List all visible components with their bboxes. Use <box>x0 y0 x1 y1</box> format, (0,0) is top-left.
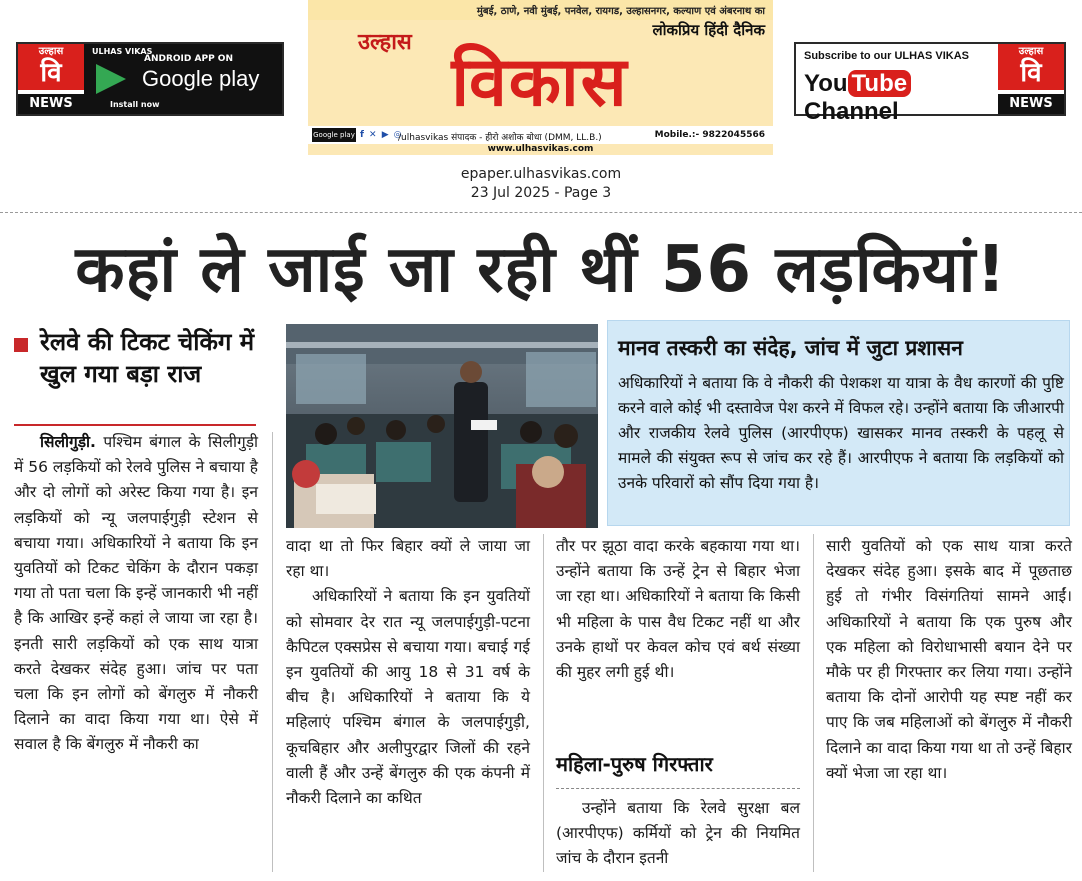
android-app-ad[interactable] <box>16 42 284 116</box>
article-column-2 <box>286 534 530 811</box>
install-now-text: Install now <box>110 100 160 109</box>
page-divider <box>0 212 1082 213</box>
ulhas-vikas-logo-tile <box>18 44 84 114</box>
article-column-3: तौर पर झूठा वादा करके बहकाया गया था। उन्होंने बताया कि उन्हें ट्रेन से बिहार भेजा जा रहा था। अधिकारियों ने बताया कि किसी भी महिला के पास वैध टिकट नहीं था और उनके हाथों पर केवल कोच एवं बर्थ संख्या की मुहर लगी हुई थी। <box>556 537 800 682</box>
youtube-channel-text <box>804 70 998 126</box>
sidebar-box <box>607 320 1070 526</box>
train-coach-photo <box>286 324 598 528</box>
logo-news-label: NEWS <box>18 94 84 114</box>
ulhas-vikas-logo-tile-right <box>998 44 1064 114</box>
mobile-number: Mobile.:- 9822045566 <box>654 130 765 140</box>
you-text: You <box>804 70 848 97</box>
social-icons[interactable]: f ✕ ▶ ◎ <box>360 130 403 140</box>
bullet-square-icon <box>14 338 28 352</box>
logo-news-label: NEWS <box>998 94 1064 114</box>
channel-text: Channel <box>804 98 899 125</box>
column-3-text-2: उन्होंने बताया कि रेलवे सुरक्षा बल (आरपीएफ) कर्मियों को ट्रेन की नियमित जांच के दौरान इतनी <box>556 799 800 868</box>
youtube-icon: Tube <box>848 70 912 97</box>
google-play-text: Google play <box>142 66 260 91</box>
masthead-small-title: उल्हास <box>358 30 412 55</box>
subhead-rule <box>14 424 256 426</box>
dateline: सिलीगुड़ी. <box>40 433 96 451</box>
column-1-text: पश्चिम बंगाल के सिलीगुड़ी में 56 लड़कियों को रेलवे पुलिस ने बचाया है और दो लोगों को अरेस्ट किया गया है। इन लड़कियों को न्यू जलपाईगुड़ी स्टेशन से बचाया गया। अधिकारियों ने बताया कि इन युवतियों को टिकट चेकिंग के दौरान पकड़ा गया तो पता चला कि इन्हें जानकारी भी नहीं है कि आखिर इन्हें कहां ले जाया जा रहा है। इनती सारी लड़कियों को एक साथ यात्रा करते देखकर संदेह हुआ। जांच पर पता चला कि इन लोगों को बेंगलुरु में नौकरी दिलाने का वादा किया गया था। ऐसे में सवाल है कि बेंगलुरु में नौकरी का <box>14 433 258 754</box>
newspaper-masthead <box>308 0 773 155</box>
ad-brand-text: ULHAS VIKAS <box>92 47 153 56</box>
column-divider <box>272 432 273 872</box>
android-app-text: ANDROID APP ON <box>144 54 233 64</box>
logo-small-text: उल्हास <box>1018 46 1044 57</box>
logo-big-letter: वि <box>1020 58 1042 88</box>
column-2-paragraph-2 <box>286 584 530 811</box>
column-divider <box>813 534 814 872</box>
box-body: अधिकारियों ने बताया कि वे नौकरी की पेशकश या यात्रा के वैध कारणों की पुष्टि करने वाले कोई भी दस्तावेज पेश करने में विफल रहे। उन्होंने बताया कि जीआरपी और राजकीय रेलवे पुलिस (आरपीएफ) खासकर मानव तस्करी के पहलू से मामले की संयुक्त रूप से जांच कर रहे हैं। आरपीएफ ने बताया कि लड़कियों को उनके परिवारों को सौंप दिया गया है। <box>618 374 1064 492</box>
coverage-cities: मुंबई, ठाणे, नवी मुंबई, पनवेल, रायगड, उल्हासनगर, कल्याण एवं अंबरनाथ का <box>476 6 765 17</box>
column-2-paragraph-1: वादा था तो फिर बिहार क्यों ले जाया जा रहा था। <box>286 537 530 581</box>
article-column-1 <box>14 430 258 758</box>
logo-big-letter: वि <box>40 58 62 88</box>
google-play-badge[interactable] <box>84 44 282 114</box>
subhead-text: रेलवे की टिकट चेकिंग में खुल गया बड़ा राज <box>40 328 255 388</box>
article-column-3-continued <box>556 796 800 872</box>
epaper-url[interactable]: epaper.ulhasvikas.com <box>460 166 622 182</box>
article-photo <box>286 324 598 528</box>
masthead-info-strip <box>308 126 773 144</box>
google-play-icon <box>96 64 126 94</box>
website-url[interactable]: www.ulhasvikas.com <box>487 144 594 154</box>
article-headline: कहां ले जाई जा रही थीं 56 लड़कियां! <box>75 233 1007 307</box>
subscribe-text: Subscribe to our ULHAS VIKAS <box>804 50 970 62</box>
column-divider <box>543 534 544 872</box>
youtube-channel-ad[interactable] <box>794 42 1066 125</box>
youtube-subscribe-box[interactable] <box>796 44 998 125</box>
editor-line: /ulhasvikas संपादक - हीरो अशोक बोधा (DMM, LL.B.) <box>398 133 602 143</box>
column-2-text: अधिकारियों ने बताया कि इन युवतियों को सोमवार देर रात न्यू जलपाईगुड़ी-पटना कैपिटल एक्सप्रेस से बचाया गया। बचाई गई इन युवतियों की आयु 18 से 31 वर्ष के बीच है। अधिकारियों ने बताया कि ये महिलाएं पश्चिम बंगाल के जलपाईगुड़ी, कूचबिहार और अलीपुरद्वार जिलों की रहने वाली हैं और उन्हें बेंगलुरु की एक कंपनी में नौकरी दिलाने का कथित <box>286 587 530 808</box>
edition-date-page: 23 Jul 2025 - Page 3 <box>470 185 612 201</box>
article-column-4: सारी युवतियों को एक साथ यात्रा करते देखकर संदेह हुआ। इसके बाद में पूछताछ हुई तो गंभीर विसंगतियां सामने आईं। अधिकारियों ने बताया कि एक पुरुष और एक महिला को विरोधाभासी बयान देने पर मौके पर ही गिरफ्तार कर लिया गया। उन्होंने बताया कि दोनों आरोपी यह स्पष्ट नहीं कर पाए कि जब महिलाओं को बेंगलुरु में नौकरी दिलाने का वादा किया गया था तो उन्हें बिहार क्यों भेजा जा रहा था। <box>826 537 1072 782</box>
masthead-tagline: लोकप्रिय हिंदी दैनिक <box>652 21 765 39</box>
logo-small-text: उल्हास <box>38 46 64 57</box>
column-3-subhead: महिला-पुरुष गिरफ्तार <box>556 752 713 776</box>
column-3-subhead-rule <box>556 788 800 789</box>
box-title: मानव तस्करी का संदेह, जांच में जुटा प्रशासन <box>618 336 963 360</box>
masthead-big-title: विकास <box>451 43 629 122</box>
google-play-mini-badge[interactable]: Google play <box>312 128 356 142</box>
